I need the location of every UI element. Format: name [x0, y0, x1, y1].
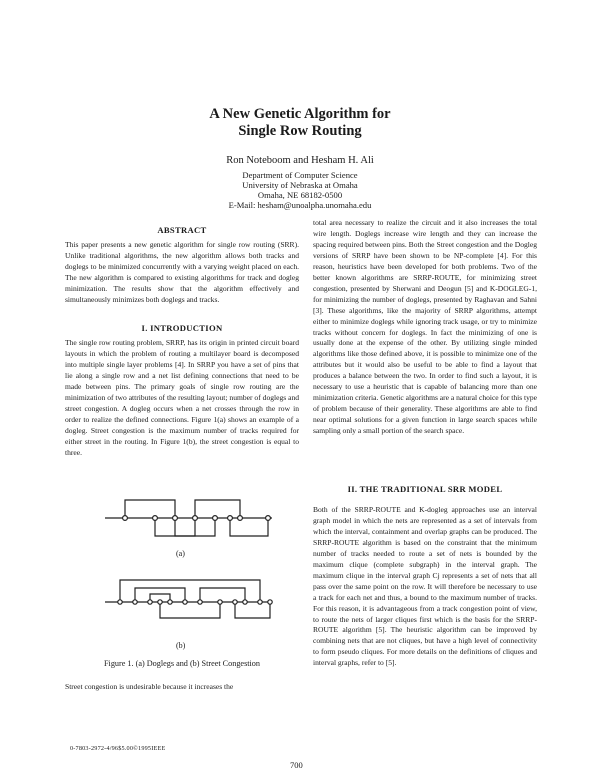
pin [133, 600, 137, 604]
abstract-heading: ABSTRACT [157, 225, 207, 235]
section-2-heading: II. THE TRADITIONAL SRR MODEL [347, 484, 503, 494]
figure-label-a: (a) [176, 549, 185, 558]
abstract-paragraph: This paper presents a new genetic algorithm for single row routing (SRR). Unlike traditional algorithms, the new algorithm allows both tracks and doglegs to be minimized concurrently with a varying weight placed on each. The new algorithm is compared to existing algorithms for track and dogleg minimization. The results show that the algorithm effectively and simultaneously minimizes both doglegs and tracks. [65, 240, 299, 304]
pin [198, 600, 202, 604]
right-paragraph-2: Both of the SRRP-ROUTE and K-dogleg approaches use an interval graph model in which the nets are represented as a set of intervals from which the interval, containment and overlap graphs can be produced. The SRRP-ROUTE algorithm is based on the constraint that the minimum number of tracks needed to route a set of nets is bounded by the maximum clique (complete subgraph) in the interval graph. The maximum clique in the interval graph Cj represents a set of nets that all pass over the same point on the row. It will therefore be necessary to use a track for each net and thus, a bound to the maximum number of tracks. For this reason, it is advantageous from a track congestion point of view, to route the nets of larger cliques first which is the basis for the SRRP-ROUTE algorithm [5]. The heuristic algorithm can be improved by combining nets that are not cliques, but have a high level of connectivity to form pseudo cliques. For more details on the definitions of cliques and interval graphs, refer to [5]. [313, 505, 537, 668]
upper-track-1 [120, 580, 260, 602]
pin [168, 600, 172, 604]
affiliation-address: Omaha, NE 68182-0500 [257, 190, 343, 200]
section-2-text [313, 505, 537, 669]
right-column-text [313, 218, 537, 437]
pin [228, 516, 233, 521]
introduction-continued [65, 682, 299, 693]
page-number: 700 [290, 760, 303, 770]
pin [118, 600, 122, 604]
pin [243, 600, 247, 604]
right-paragraph-1: total area necessary to realize the circuit and it also increases the total wire length. Doglegs increase wire length and they can increase the spacing required between pins. Both the Street congestion and the Dogleg versions of SRRP have been shown to be NP-complete [4]. For this reason, heuristics have been developed for both problems. Two of the better known algorithms are SRRP-ROUTE, for minimizing street congestion, presented by Sherwani and Deogun [5] and K-DOGLEG-1, for minimizing the number of doglegs, presented by Raghavan and Sahni [3]. These algorithms, like the majority of SRRP algorithms, attempt either to minimize doglegs while ignoring track usage, or try to minimize tracks without concern for doglegs. In fact the minimizing of one is usually done at the expense of the other. By utilizing single minded algorithms like those defined above, it is possible to minimize one of the attributes but it would also be useful to be able to find a layout that produces a balance between the two. In order to find such a layout, it is necessary to use a heuristic that is capable of balancing more than one minimization criteria. Genetic algorithms are a natural choice for this type of problem because of their generality. These algorithms are able to find near optimal solutions for a given function in large search spaces while sampling only a small portion of the search space. [313, 218, 538, 436]
pin [148, 600, 152, 604]
pin [213, 516, 218, 521]
pin [258, 600, 262, 604]
net-3-a [230, 518, 268, 536]
affiliation-email: E-Mail: hesham@unoalpha.unomaha.edu [228, 200, 372, 210]
upper-track-2b [200, 588, 245, 602]
introduction-paragraph-2: Street congestion is undesirable because it increases the [65, 682, 234, 691]
pin [158, 600, 162, 604]
paper-title-line-1: A New Genetic Algorithm for [209, 106, 391, 122]
introduction-text [65, 338, 299, 458]
pin [233, 600, 237, 604]
pin [183, 600, 187, 604]
pin [238, 516, 243, 521]
figure-label-b: (b) [176, 641, 186, 650]
pin [218, 600, 222, 604]
pin [268, 600, 272, 604]
figure-caption: Figure 1. (a) Doglegs and (b) Street Congestion [104, 659, 260, 668]
figure-1-diagram [100, 490, 280, 670]
lower-track-2 [235, 602, 270, 618]
pin [123, 516, 128, 521]
paper-title-line-2: Single Row Routing [238, 123, 362, 139]
introduction-heading: I. INTRODUCTION [141, 323, 223, 333]
copyright-notice: 0-7803-2972-4/96$5.00©1995IEEE [70, 745, 166, 752]
abstract-text [65, 240, 299, 306]
affiliation-university: University of Nebraska at Omaha [242, 180, 358, 190]
affiliation-department: Department of Computer Science [242, 170, 358, 180]
pin [266, 516, 271, 521]
introduction-paragraph-1: The single row routing problem, SRRP, has its origin in printed circuit board layouts in which the problem of routing a multilayer board is decomposed into multiple single layer problems [4]. In SRRP you have a set of pins that lie along a single row and a net list defining connections that need to be made between pins. The primary goals of single row routing are the minimization of two attributes of the resulting layout; number of doglegs and street congestion. A dogleg occurs when a net crosses through the row in order to realize the defined connections. Figure 1(a) shows an example of a dogleg. Street congestion is the maximum number of tracks required for either street in the routing. In Figure 1(b), the street congestion is equal to three. [65, 338, 299, 457]
dogleg-point [173, 516, 178, 521]
author-names: Ron Noteboom and Hesham H. Ali [226, 155, 374, 166]
pin [153, 516, 158, 521]
dogleg-point [193, 516, 198, 521]
